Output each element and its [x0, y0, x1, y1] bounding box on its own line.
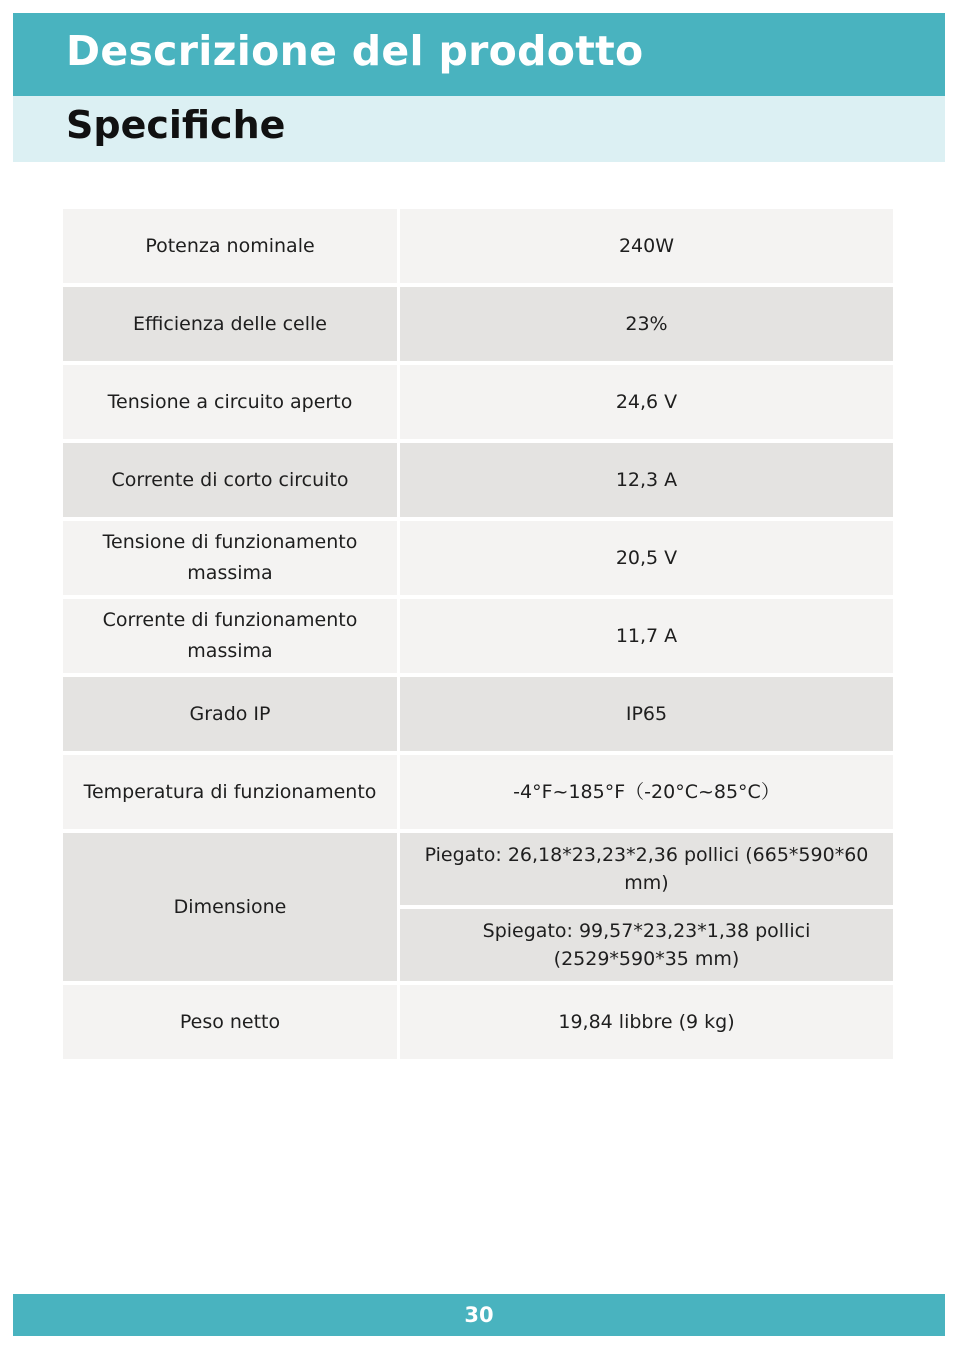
spec-label: Potenza nominale [63, 209, 397, 283]
table-row [63, 365, 893, 439]
spec-label: Tensione di funzionamento massima [63, 521, 397, 595]
spec-value: 23% [400, 287, 893, 361]
spec-value: 12,3 A [400, 443, 893, 517]
table-row [63, 599, 893, 673]
spec-value: 20,5 V [400, 521, 893, 595]
page-number: 30 [464, 1303, 494, 1327]
spec-value: 240W [400, 209, 893, 283]
dimension-unfolded: Spiegato: 99,57*23,23*1,38 pollici (2529*590*35 mm) [400, 909, 893, 981]
spec-table [63, 209, 893, 1063]
table-row [63, 755, 893, 829]
table-row-dimension [63, 833, 893, 981]
spec-label: Efficienza delle celle [63, 287, 397, 361]
spec-value: 24,6 V [400, 365, 893, 439]
table-row [63, 287, 893, 361]
dimension-values [400, 833, 893, 981]
header-bar [13, 13, 945, 96]
spec-label: Corrente di funzionamento massima [63, 599, 397, 673]
spec-label: Tensione a circuito aperto [63, 365, 397, 439]
spec-label: Corrente di corto circuito [63, 443, 397, 517]
spec-label: Peso netto [63, 985, 397, 1059]
table-row [63, 521, 893, 595]
spec-label: Temperatura di funzionamento [63, 755, 397, 829]
spec-value: 19,84 libbre (9 kg) [400, 985, 893, 1059]
section-title: Specifiche [66, 103, 286, 147]
table-row [63, 443, 893, 517]
table-row [63, 209, 893, 283]
spec-value: 11,7 A [400, 599, 893, 673]
spec-value: -4°F~185°F（-20°C~85°C） [400, 755, 893, 829]
spec-label: Dimensione [63, 833, 397, 981]
section-bar [13, 96, 945, 162]
spec-label: Grado IP [63, 677, 397, 751]
spec-value: IP65 [400, 677, 893, 751]
footer-bar [13, 1294, 945, 1336]
dimension-folded: Piegato: 26,18*23,23*2,36 pollici (665*590*60 mm) [400, 833, 893, 905]
table-row [63, 677, 893, 751]
table-row [63, 985, 893, 1059]
page-title: Descrizione del prodotto [66, 27, 644, 75]
